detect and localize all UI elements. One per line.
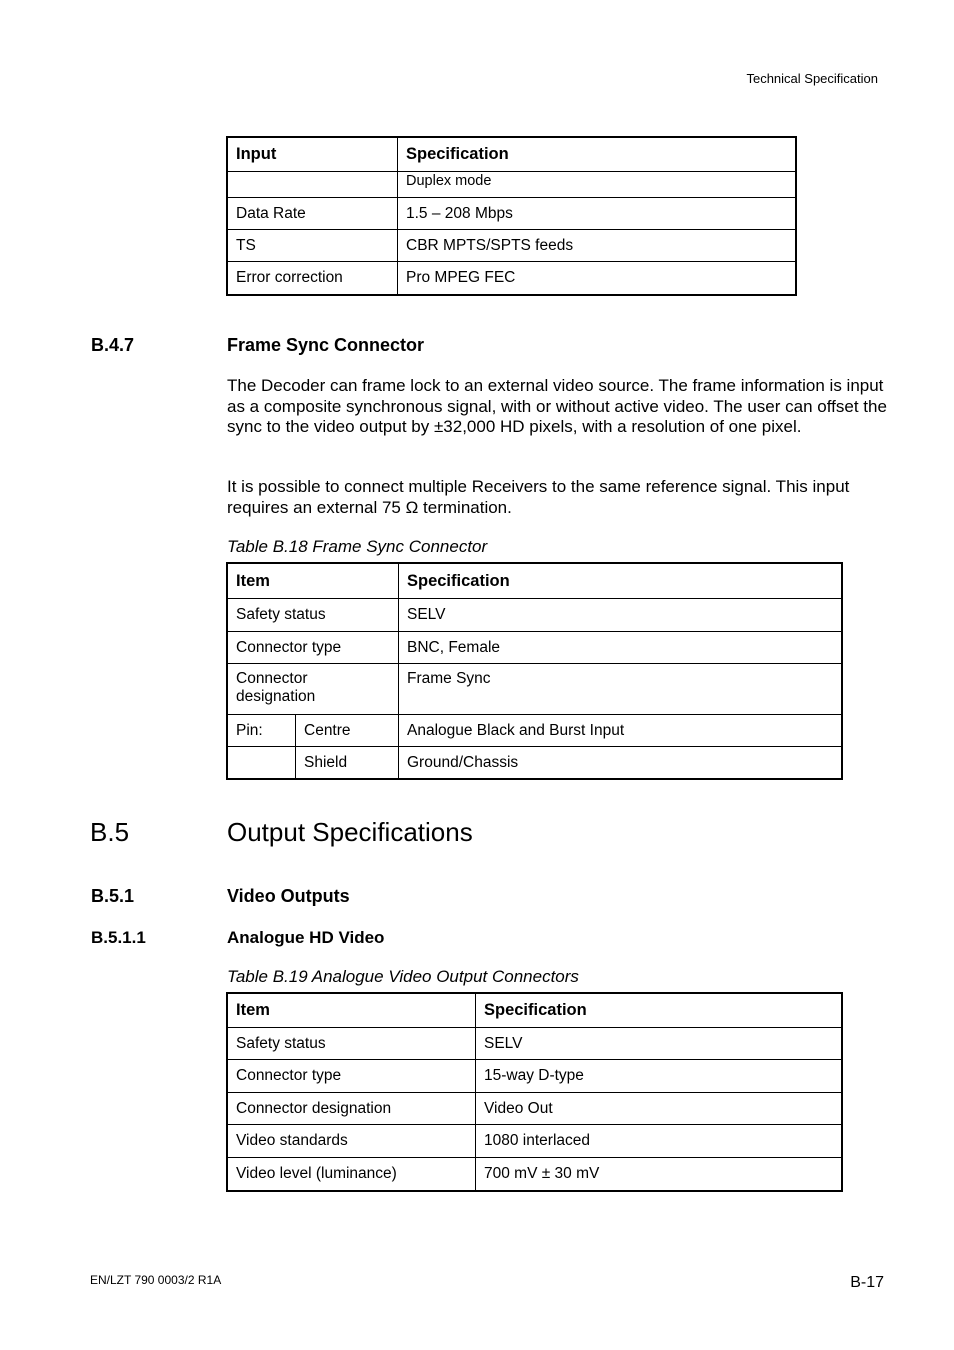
table-cell: Safety status bbox=[228, 1028, 476, 1060]
table-row bbox=[228, 632, 842, 664]
table-cell: TS bbox=[228, 230, 398, 262]
column-header: Input bbox=[228, 138, 398, 172]
table-cell: Analogue Black and Burst Input bbox=[399, 715, 842, 747]
table-cell: 1.5 – 208 Mbps bbox=[398, 198, 796, 230]
subsection-number: B.5.1.1 bbox=[91, 928, 146, 947]
table-cell: Duplex mode bbox=[398, 172, 796, 198]
table-cell: Error correction bbox=[228, 262, 398, 295]
input-spec-table bbox=[227, 137, 796, 295]
table-cell bbox=[228, 172, 398, 198]
table-cell: 700 mV ± 30 mV bbox=[476, 1158, 842, 1191]
table-caption: Table B.18 Frame Sync Connector bbox=[227, 537, 488, 556]
table-cell: Centre bbox=[296, 715, 399, 747]
table-cell: 1080 interlaced bbox=[476, 1125, 842, 1158]
table-cell: Shield bbox=[296, 747, 399, 779]
table-row bbox=[228, 747, 842, 779]
table-row bbox=[228, 1060, 842, 1093]
table-cell: Connector type bbox=[228, 1060, 476, 1093]
page-number: B-17 bbox=[850, 1274, 884, 1291]
chapter-title: Output Specifications bbox=[227, 817, 473, 847]
body-paragraph: It is possible to connect multiple Receivers to the same reference signal. This input requires an external 75 Ω termination. bbox=[227, 477, 850, 517]
table-row bbox=[228, 230, 796, 262]
table-row bbox=[228, 599, 842, 632]
table-row bbox=[228, 1028, 842, 1060]
frame-sync-table bbox=[227, 563, 842, 779]
table-header-row bbox=[228, 994, 842, 1028]
table-header-row bbox=[228, 138, 796, 172]
table-cell: Pro MPEG FEC bbox=[398, 262, 796, 295]
table-cell: Connector designation bbox=[228, 664, 399, 715]
table-cell: Video standards bbox=[228, 1125, 476, 1158]
table-caption: Table B.19 Analogue Video Output Connectors bbox=[227, 967, 579, 986]
table-cell: 15-way D-type bbox=[476, 1060, 842, 1093]
table-cell: Pin: bbox=[228, 715, 296, 747]
running-header: Technical Specification bbox=[746, 71, 878, 86]
table-cell: SELV bbox=[476, 1028, 842, 1060]
table-cell: BNC, Female bbox=[399, 632, 842, 664]
table-row bbox=[228, 715, 842, 747]
table-row bbox=[228, 1093, 842, 1125]
body-paragraph: The Decoder can frame lock to an external video source. The frame information is input as a composite synchronous signal, with or without active video. The user can offset the sync to the video output by ±32,000 HD pixels, with a resolution of one pixel. bbox=[227, 376, 887, 436]
table-cell: Connector designation bbox=[228, 1093, 476, 1125]
column-header: Specification bbox=[476, 994, 842, 1028]
table-cell: Data Rate bbox=[228, 198, 398, 230]
table-cell bbox=[228, 747, 296, 779]
column-header: Specification bbox=[399, 564, 842, 599]
table-cell: Video Out bbox=[476, 1093, 842, 1125]
table-cell: CBR MPTS/SPTS feeds bbox=[398, 230, 796, 262]
section-title: Frame Sync Connector bbox=[227, 335, 425, 355]
table-row bbox=[228, 172, 796, 198]
section-number: B.5.1 bbox=[91, 886, 135, 906]
section-number: B.4.7 bbox=[91, 335, 135, 355]
subsection-title: Analogue HD Video bbox=[227, 928, 385, 947]
document-id: EN/LZT 790 0003/2 R1A bbox=[90, 1273, 222, 1287]
table-row bbox=[228, 198, 796, 230]
table-row bbox=[228, 664, 842, 715]
video-output-table bbox=[227, 993, 842, 1191]
table-cell: Connector type bbox=[228, 632, 399, 664]
table-cell: Video level (luminance) bbox=[228, 1158, 476, 1191]
table-cell: Ground/Chassis bbox=[399, 747, 842, 779]
column-header: Item bbox=[228, 994, 476, 1028]
table-row bbox=[228, 1158, 842, 1191]
table-cell: SELV bbox=[399, 599, 842, 632]
table-cell: Safety status bbox=[228, 599, 399, 632]
column-header: Specification bbox=[398, 138, 796, 172]
column-header: Item bbox=[228, 564, 399, 599]
section-title: Video Outputs bbox=[227, 886, 350, 906]
chapter-number: B.5 bbox=[90, 817, 130, 847]
table-cell: Frame Sync bbox=[399, 664, 842, 715]
table-header-row bbox=[228, 564, 842, 599]
table-row bbox=[228, 262, 796, 295]
table-row bbox=[228, 1125, 842, 1158]
